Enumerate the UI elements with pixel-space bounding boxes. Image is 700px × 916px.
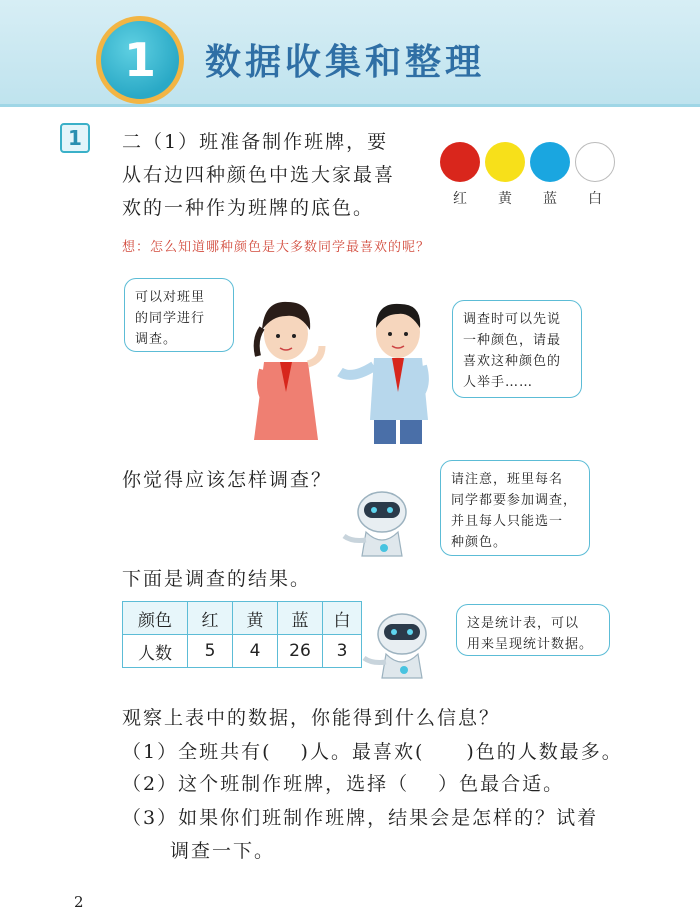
table-cell: 4 [233, 635, 278, 668]
bubble-line: 一种颜色，请最 [463, 333, 562, 348]
bubble-line: 种颜色。 [451, 535, 508, 550]
intro-line: 从右边四种颜色中选大家最喜 [122, 164, 396, 186]
sub-question-2: （2）这个班制作班牌，选择（ ）色最合适。 [122, 773, 565, 795]
robot-figure-2 [364, 614, 426, 678]
swatch-label-red: 红 [453, 191, 467, 207]
bubble-line: 的同学进行 [135, 311, 206, 326]
table-header-cell: 白 [323, 602, 362, 635]
boy-figure [340, 304, 428, 444]
chapter-number: 1 [123, 33, 156, 87]
problem-number: 1 [68, 126, 82, 150]
table-header-cell: 红 [188, 602, 233, 635]
sub-question-1: （1）全班共有( )人。最喜欢( )色的人数最多。 [122, 741, 623, 763]
bubble-line: 用来呈现统计数据。 [467, 637, 594, 652]
table-cell: 26 [278, 635, 323, 668]
swatch-label-blue: 蓝 [543, 191, 557, 207]
result-intro: 下面是调查的结果。 [122, 568, 312, 590]
intro-line: 欢的一种作为班牌的底色。 [122, 197, 375, 219]
table-row [123, 635, 362, 668]
bubble-line: 喜欢这种颜色的 [463, 354, 562, 369]
bubble-line: 可以对班里 [135, 290, 206, 305]
bubble-line: 这是统计表，可以 [467, 616, 580, 631]
sub-question-3: （3）如果你们班制作班牌，结果会是怎样的？试着 [122, 807, 599, 829]
table-row-label: 人数 [123, 635, 188, 668]
bubble-line: 请注意，班里每名 [451, 472, 564, 487]
statistics-table [122, 601, 362, 668]
sub-question-3-continued: 调查一下。 [170, 840, 276, 862]
survey-question: 你觉得应该怎样调查？ [122, 469, 333, 491]
table-cell: 5 [188, 635, 233, 668]
bubble-line: 调查时可以先说 [463, 312, 562, 327]
swatch-label-white: 白 [588, 191, 602, 207]
robot-figure-1 [344, 492, 406, 556]
robot-speech-bubble-1 [440, 460, 590, 556]
table-header-cell: 黄 [233, 602, 278, 635]
swatch-label-yellow: 黄 [498, 191, 512, 207]
bubble-line: 同学都要参加调查， [451, 493, 578, 508]
table-header-cell: 蓝 [278, 602, 323, 635]
chapter-title: 数据收集和整理 [205, 42, 486, 83]
robot-speech-bubble-2 [456, 604, 610, 656]
table-header-cell: 颜色 [123, 602, 188, 635]
bubble-line: 并且每人只能选一 [451, 514, 564, 529]
table-cell: 3 [323, 635, 362, 668]
bubble-line: 调查。 [135, 332, 178, 347]
girl-figure [254, 302, 322, 440]
bubble-line: 人举手…… [463, 375, 534, 390]
thinking-hint: 想：怎么知道哪种颜色是大多数同学最喜欢的呢？ [122, 240, 431, 255]
observe-question: 观察上表中的数据，你能得到什么信息？ [122, 707, 501, 729]
intro-line: 二（1）班准备制作班牌，要 [122, 131, 389, 153]
table-row [123, 602, 362, 635]
page-number: 2 [74, 893, 84, 911]
